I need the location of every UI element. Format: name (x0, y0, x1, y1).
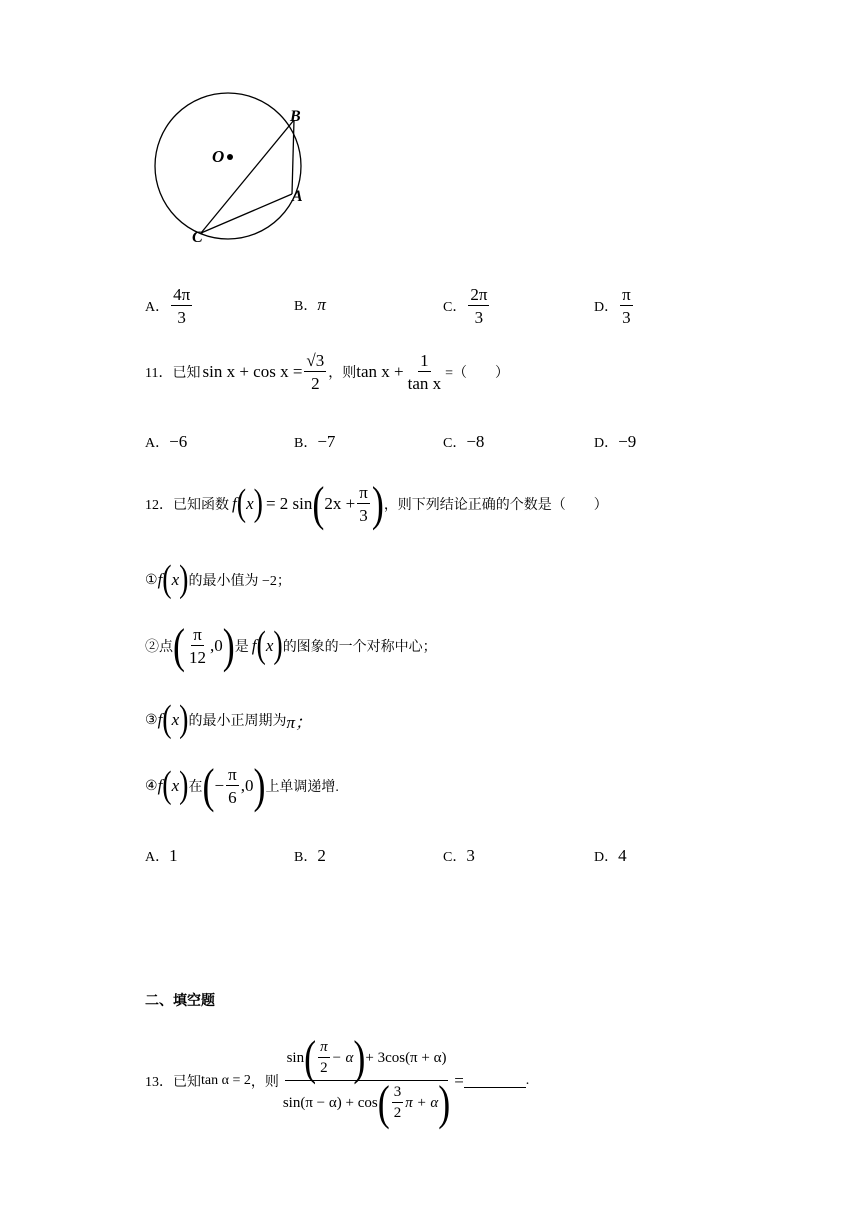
segment-ac (201, 194, 292, 233)
q12-statement-4: ④ f ( x ) 在 ( − $\frac{\pi}{6}$ ,0 ) 上单调递增. (145, 759, 339, 813)
label-o: O (212, 147, 225, 166)
answer-blank[interactable] (464, 1073, 526, 1088)
circle-figure (140, 90, 330, 260)
q10-option-a[interactable]: A． $\frac{4\pi}{3}$ (145, 285, 191, 327)
fraction: $\frac{√3}{2}$ (306, 351, 325, 393)
fraction: $\frac{4\pi}{3}$ (173, 285, 191, 327)
q10-option-d[interactable]: D． $\frac{\pi}{3}$ (594, 285, 631, 327)
segment-bc (201, 120, 294, 233)
label-a: A (292, 188, 303, 205)
q11-option-d[interactable]: D． −9 (594, 432, 637, 451)
label-b: B (290, 108, 301, 125)
q12-stem: 12．已知函数 f ( x ) = 2 sin ( 2x + $\frac{\pi}{3}$ ) ，则下列结论正确的个数是（ ） (145, 477, 608, 531)
q12-option-d[interactable]: D． 4 (594, 846, 627, 865)
fraction: $\frac{3}{2}$ (393, 1084, 402, 1121)
q12-statement-2: ②点 ( $\frac{\pi}{12}$ ,0 ) 是 f ( x ) 的图象的一个对称中心； (145, 619, 437, 673)
q12-statement-1: ① f ( x ) 的最小值为 −2； (145, 558, 291, 601)
big-fraction: sin ( $\frac{\pi}{2}$ − α ) + 3cos(π + α) sin(π − α) + cos ( $\frac{3}{2}$ π + α ) (282, 1031, 451, 1130)
q13-stem: 13．已知 tan α = 2 ，则 sin ( $\frac{\pi}{2}$ − α ) + 3cos(π + α) sin(π − α) + cos ( $\frac{3}{2}$ π + α ) = . (145, 1031, 530, 1130)
q11-option-b[interactable]: B． −7 (294, 432, 336, 451)
q11-stem: 11．已知 sin x + cos x = $\frac{√3}{2}$ ，则 tan x + $\frac{1}{\text{tan x}}$ =（ ） (145, 351, 510, 393)
circle-o (155, 93, 301, 239)
fraction: $\frac{1}{\text{tan x}}$ (407, 351, 442, 393)
q10-option-b[interactable]: B． π (294, 295, 326, 314)
center-point-o (227, 154, 233, 160)
q12-statement-3: ③ f ( x ) 的最小正周期为 π； (145, 698, 313, 741)
fraction: $\frac{\pi}{2}$ (320, 1039, 328, 1076)
q11-option-c[interactable]: C． −8 (443, 432, 485, 451)
fraction: $\frac{\pi}{6}$ (228, 765, 237, 807)
fraction: $\frac{\pi}{3}$ (622, 285, 631, 327)
fraction: $\frac{2\pi}{3}$ (470, 285, 488, 327)
q11-option-a[interactable]: A． −6 (145, 432, 188, 451)
q12-option-a[interactable]: A． 1 (145, 846, 178, 865)
section-title: 二、填空题 (145, 993, 215, 1009)
fraction: $\frac{\pi}{3}$ (359, 483, 368, 525)
q12-option-b[interactable]: B． 2 (294, 846, 326, 865)
label-c: C (192, 229, 203, 246)
fraction: $\frac{\pi}{12}$ (189, 625, 206, 667)
q12-option-c[interactable]: C． 3 (443, 846, 475, 865)
q10-option-c[interactable]: C． $\frac{2\pi}{3}$ (443, 285, 488, 327)
